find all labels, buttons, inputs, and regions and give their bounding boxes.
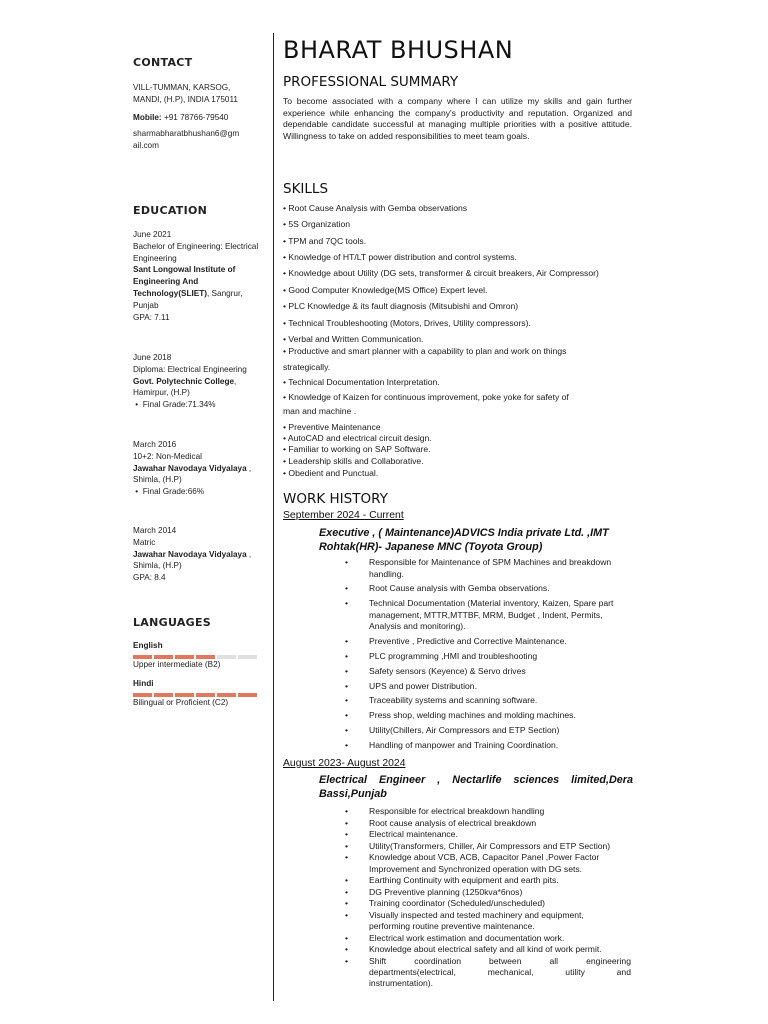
responsibility-item	[345, 665, 631, 678]
responsibility-item	[345, 557, 631, 580]
responsibility-item	[345, 886, 631, 898]
language-name: English	[133, 641, 163, 650]
education-item: June 2018 Diploma: Electrical Engineering Govt. Polytechnic College, Hamirpur, (H.P) • Final Grade:71.34%	[133, 352, 263, 411]
responsibility-line: Press shop, welding machines and molding machines.	[369, 710, 576, 721]
responsibility-line: UPS and power Distribution.	[369, 680, 477, 691]
responsibility-item	[345, 806, 631, 817]
responsibility-item	[345, 829, 631, 840]
bullet-dot: •	[345, 829, 349, 840]
skill-item: • Obedient and Punctual.	[283, 468, 379, 478]
skill-item: strategically.	[283, 362, 331, 372]
responsibility-line: Utility(Transformers, Chiller, Air Compressors and ETP Section)	[369, 840, 611, 851]
bullet-dot: •	[345, 651, 349, 661]
bullet-dot: •	[345, 598, 349, 609]
responsibility-line: Utility(Chillers, Air Compressors and ETP Section)	[369, 725, 560, 735]
responsibility-item	[345, 840, 631, 852]
responsibility-item	[345, 636, 631, 648]
responsibility-line: Electrical work estimation and documentation work.	[369, 932, 565, 943]
language-level: Bilingual or Proficient (C2)	[133, 697, 229, 707]
responsibility-line: Analysis and monitoring).	[369, 621, 466, 632]
responsibility-item	[345, 932, 631, 944]
job-title: Electrical Engineer , Nectarlife sciences limited,Dera Bassi,Punjab	[319, 774, 633, 800]
skill-item: • AutoCAD and electrical circuit design.	[283, 433, 432, 443]
responsibility-item	[345, 710, 631, 722]
responsibility-line: Improvement and Synchronized operation with DG sets.	[369, 863, 583, 874]
level-segment	[238, 655, 257, 659]
education-date: June 2021	[133, 230, 172, 239]
language-level: Upper intermediate (B2)	[133, 659, 221, 669]
responsibility-item	[345, 817, 631, 829]
education-grade: Final Grade:71.34%	[142, 400, 216, 410]
level-segment	[238, 693, 257, 697]
skill-item: • Technical Troubleshooting (Motors, Drives, Utility compressors).	[283, 318, 531, 328]
education-grade: GPA: 7.11	[133, 312, 170, 322]
contact-email[interactable]: sharmabharatbhushan6@gm ail.com	[133, 129, 240, 150]
skill-item: • Knowledge of Kaizen for continuous improvement, poke yoke for safety of	[283, 392, 569, 402]
summary-text: To become associated with a company where I can utilize my skills and gain further experience while enhancing the company's productivity and reputation. Organized and dependable candidate successful at managing multiple priorities with a positive attitude. Willingness to take on added responsibilities to meet team goals.	[283, 96, 632, 141]
responsibility-line: Responsible for electrical breakdown handling	[369, 806, 545, 816]
education-school: Govt. Polytechnic College	[133, 376, 235, 386]
responsibility-item	[345, 852, 631, 874]
contact-heading: CONTACT	[133, 56, 193, 69]
responsibility-line: Training coordinator (Scheduled/unscheduled)	[369, 898, 545, 909]
bullet-dot: •	[345, 665, 349, 676]
responsibility-line: Knowledge about VCB, ACB, Capacitor Panel ,Power Factor	[369, 852, 600, 863]
bullet-dot: •	[345, 680, 349, 691]
language-name: Hindi	[133, 679, 154, 688]
responsibility-line: Preventive , Predictive and Corrective Maintenance.	[369, 636, 567, 647]
responsibility-line: Root cause analysis of electrical breakdown	[369, 817, 537, 828]
bullet-dot: •	[345, 806, 349, 816]
responsibility-line: performing routine preventive maintenance.	[369, 921, 535, 932]
education-item: March 2016 10+2: Non-Medical Jawahar Navodaya Vidyalaya , Shimla, (H.P) • Final Grade:66%	[133, 439, 263, 498]
vertical-divider	[273, 33, 274, 1001]
responsibility-line: handling.	[369, 568, 404, 579]
education-date: March 2014	[133, 526, 177, 535]
responsibility-item	[345, 739, 631, 752]
responsibility-item	[345, 651, 631, 663]
skills-heading: SKILLS	[283, 181, 329, 197]
education-item: March 2014 Matric Jawahar Navodaya Vidyalaya , Shimla, (H.P) GPA: 8.4	[133, 525, 263, 584]
responsibility-line: management, MTTR,MTTBF, MRM, Budget , Indent, Permits,	[369, 609, 603, 620]
responsibility-item	[345, 598, 631, 633]
responsibility-item	[345, 956, 631, 990]
responsibility-item	[345, 725, 631, 737]
bullet-dot: •	[345, 944, 349, 955]
skill-item: • PLC Knowledge & its fault diagnosis (Mitsubishi and Omron)	[283, 301, 519, 311]
responsibility-item	[345, 944, 631, 955]
education-date: March 2016	[133, 440, 177, 449]
bullet-dot: •	[345, 739, 349, 750]
skill-item: • Technical Documentation Interpretation.	[283, 377, 440, 387]
language-item	[133, 640, 263, 671]
responsibility-item	[345, 583, 631, 595]
education-date: June 2018	[133, 353, 172, 362]
skill-item: • Root Cause Analysis with Gemba observations	[283, 203, 468, 213]
skill-item: • Preventive Maintenance	[283, 422, 381, 432]
education-grade: GPA: 8.4	[133, 573, 166, 583]
bullet-dot: •	[345, 710, 349, 721]
responsibility-line: Shift coordination between all engineering	[369, 956, 631, 966]
education-item: June 2021 Bachelor of Engineering: Electrical Engineering Sant Longowal Institute of Engineering And Technology(SLIET), Sangrur, Punjab GPA: 7.11	[133, 229, 263, 323]
responsibility-line: PLC programming ,HMI and troubleshooting	[369, 651, 538, 661]
skill-item: • Verbal and Written Communication.	[283, 334, 424, 344]
responsibility-item	[345, 695, 631, 707]
work-history-heading: WORK HISTORY	[283, 491, 388, 507]
skill-item: • Productive and smart planner with a capability to plan and work on things	[283, 346, 567, 356]
bullet-dot: •	[345, 932, 349, 943]
job-title: Executive , ( Maintenance)ADVICS India private Ltd. ,IMT Rohtak(HR)- Japanese MNC (Toyota Group)	[319, 527, 609, 553]
responsibility-line: Safety sensors (Keyence) & Servo drives	[369, 665, 526, 676]
bullet-dot: •	[345, 910, 349, 920]
language-item	[133, 678, 263, 709]
bullet-dot: •	[345, 840, 349, 851]
responsibility-line: Visually inspected and tested machinery and equipment,	[369, 910, 584, 920]
responsibility-item	[345, 910, 631, 932]
education-school: Jawahar Navodaya Vidyalaya	[133, 549, 247, 559]
education-school: Sant Longowal Institute of	[133, 265, 236, 275]
bullet-dot: •	[345, 695, 349, 706]
skill-item: man and machine .	[283, 406, 357, 416]
responsibility-line: Knowledge about electrical safety and all kind of work permit.	[369, 944, 602, 955]
responsibility-line: Electrical maintenance.	[369, 829, 458, 840]
skill-item: • Knowledge of HT/LT power distribution and control systems.	[283, 252, 517, 262]
education-school: Jawahar Navodaya Vidyalaya	[133, 463, 247, 473]
responsibility-line: departments(electrical, mechanical, utility and	[369, 967, 631, 978]
responsibility-line: DG Preventive planning (1250kva*6nos)	[369, 886, 523, 897]
skill-item: • Good Computer Knowledge(MS Office) Expert level.	[283, 285, 488, 295]
responsibility-line: Traceability systems and scanning software.	[369, 695, 538, 706]
bullet-dot: •	[345, 875, 349, 886]
skill-item: • Leadership skills and Collaborative.	[283, 456, 424, 466]
bullet-dot: •	[345, 557, 349, 567]
education-grade: Final Grade:66%	[142, 487, 205, 497]
skill-item: • Knowledge about Utility (DG sets, transformer & circuit breakers, Air Compressor)	[283, 268, 599, 278]
responsibility-line: Technical Documentation (Material inventory, Kaizen, Spare part	[369, 598, 614, 609]
bullet-dot: •	[345, 636, 349, 647]
responsibility-line: Root Cause analysis with Gemba observations.	[369, 583, 550, 594]
bullet-dot: •	[345, 725, 349, 735]
summary-heading: PROFESSIONAL SUMMARY	[283, 74, 459, 90]
skill-item: • Familiar to working on SAP Software.	[283, 444, 431, 454]
responsibility-line: instrumentation).	[369, 978, 434, 989]
bullet-dot: •	[345, 898, 349, 909]
languages-heading: LANGUAGES	[133, 616, 212, 629]
responsibility-item	[345, 898, 631, 909]
responsibility-item	[345, 875, 631, 886]
skill-item: • 5S Organization	[283, 219, 351, 229]
bullet-dot: •	[345, 852, 349, 863]
job-date: September 2024 - Current	[283, 510, 404, 521]
bullet-dot: •	[345, 817, 349, 828]
job-date: August 2023- August 2024	[283, 758, 406, 769]
responsibility-item	[345, 680, 631, 693]
education-heading: EDUCATION	[133, 204, 208, 217]
responsibility-line: Earthing Continuity with equipment and earth pits.	[369, 875, 559, 886]
bullet-dot: •	[345, 886, 349, 897]
responsibility-line: Responsible for Maintenance of SPM Machines and breakdown	[369, 557, 612, 567]
responsibility-line: Handling of manpower and Training Coordination.	[369, 739, 559, 750]
contact-address: VILL-TUMMAN, KARSOG, MANDI, (H.P), INDIA 175011	[133, 83, 238, 104]
candidate-name: BHARAT BHUSHAN	[283, 36, 514, 64]
bullet-dot: •	[345, 956, 349, 966]
contact-mobile[interactable]: Mobile: +91 78766-79540	[133, 113, 229, 122]
skill-item: • TPM and 7QC tools.	[283, 236, 367, 246]
bullet-dot: •	[345, 583, 349, 594]
